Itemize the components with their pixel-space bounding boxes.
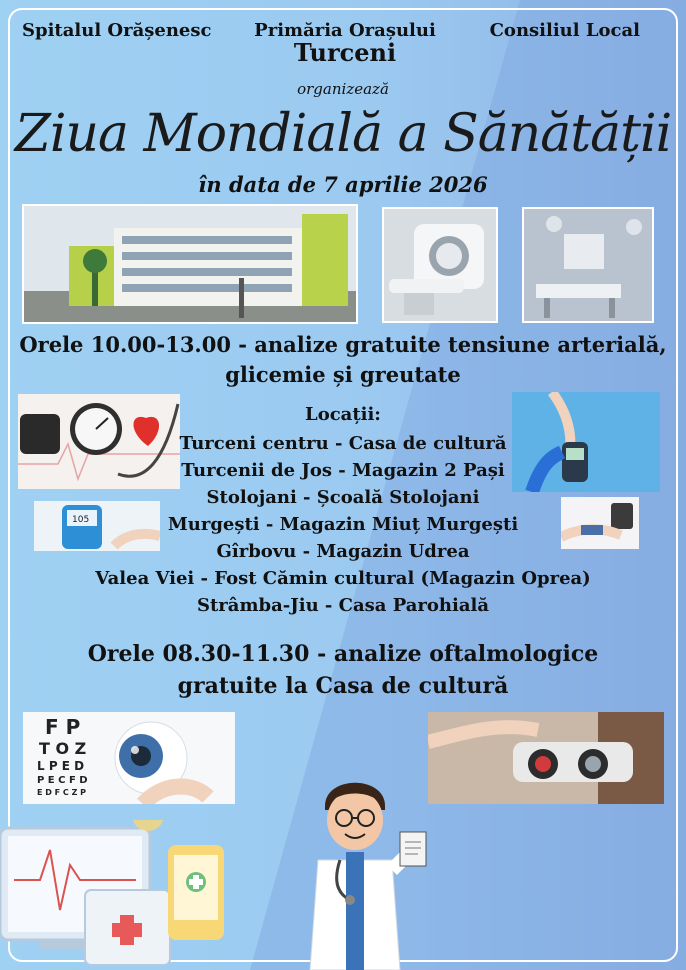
header-city-hall-line1: Primăria Orașului	[254, 20, 436, 41]
location-item: Turcenii de Jos - Magazin 2 Pași	[181, 460, 505, 481]
event-title: Ziua Mondială a Sănătății	[14, 104, 672, 164]
location-item: Strâmba-Jiu - Casa Parohială	[196, 595, 490, 616]
location-item: Stolojani - Școală Stolojani	[206, 487, 480, 508]
organizer-text: organizează	[297, 80, 389, 98]
doctor-illustration	[300, 770, 440, 970]
header-city-name: Turceni	[293, 38, 397, 67]
section-eye-tests	[0, 638, 686, 702]
section-eye-tests-line2: gratuite la Casa de cultură	[177, 673, 509, 699]
hospital-building-photo	[22, 204, 358, 324]
location-item: Gîrbovu - Magazin Udrea	[216, 541, 470, 562]
locations-title: Locații:	[305, 404, 381, 425]
location-item: Turceni centru - Casa de cultură	[179, 433, 507, 454]
header-city-hall	[250, 20, 440, 67]
header-local-council: Consiliul Local	[489, 20, 640, 41]
location-item: Valea Viei - Fost Cămin cultural (Magazin Oprea)	[95, 568, 591, 589]
eye-chart-row2: T O Z	[39, 739, 87, 758]
eye-chart-row1: F P	[45, 715, 81, 739]
eye-chart-row5: E D F C Z P	[37, 788, 87, 797]
section-eye-tests-line1: Orele 08.30-11.30 - analize oftalmologice	[87, 641, 599, 667]
eye-chart-row3: L P E D	[37, 759, 85, 773]
locations-list	[0, 430, 686, 619]
eye-exam-phoropter-photo	[428, 712, 664, 804]
section-free-tests-line1: Orele 10.00-13.00 - analize gratuite tensiune arterială,	[19, 332, 667, 357]
header-hospital: Spitalul Orășenesc	[22, 20, 212, 41]
section-free-tests	[0, 330, 686, 390]
exam-room-photo	[522, 207, 654, 323]
location-item: Murgești - Magazin Miuț Murgești	[167, 514, 519, 535]
eye-chart-image	[23, 712, 235, 804]
eye-chart-row4: P E C F D	[37, 775, 88, 786]
glucose-reading: 105	[72, 515, 90, 525]
section-free-tests-line2: glicemie și greutate	[225, 362, 461, 387]
event-date: în data de 7 aprilie 2026	[198, 172, 488, 197]
ct-scanner-photo	[382, 207, 498, 323]
